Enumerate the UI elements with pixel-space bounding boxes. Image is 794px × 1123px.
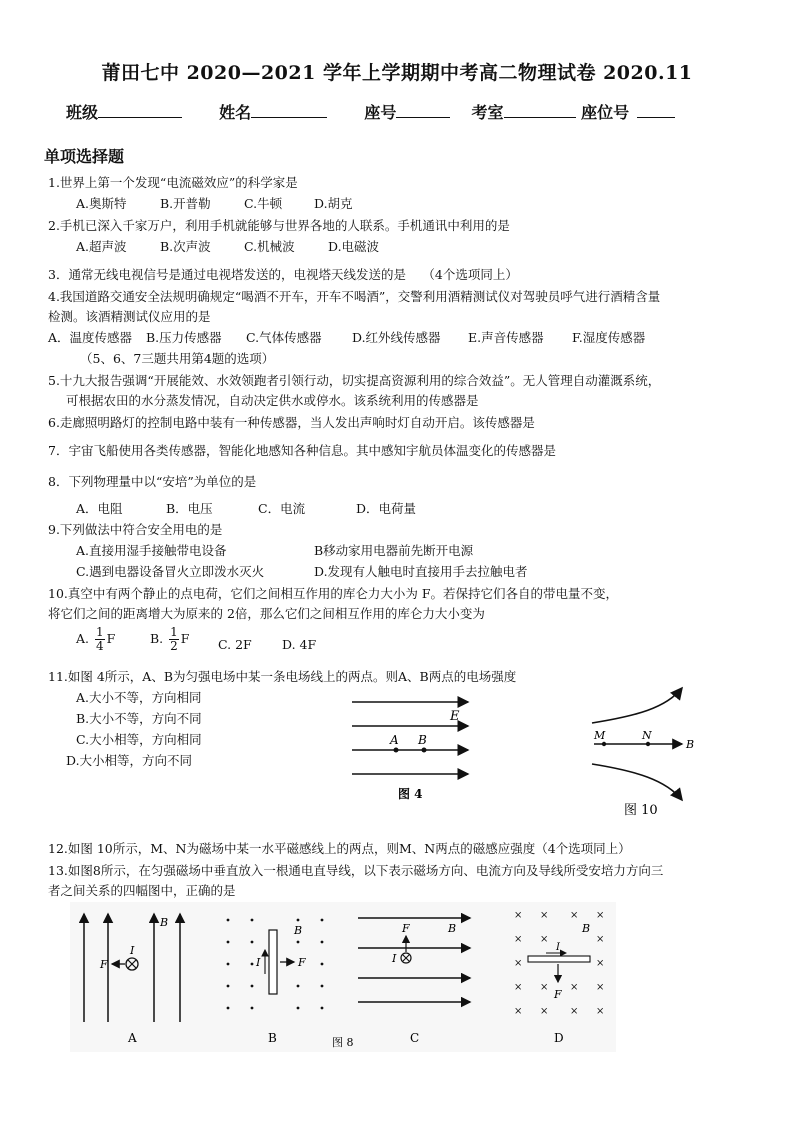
svg-text:×: × [540, 910, 549, 921]
q10-option-b[interactable] [150, 626, 189, 653]
class-label: 班级 [66, 103, 99, 122]
svg-text:×: × [596, 1006, 605, 1017]
svg-text:×: × [570, 910, 579, 921]
q1-stem: 1.世界上第一个发现“电流磁效应”的科学家是 [48, 175, 298, 190]
exam-title: 莆田七中 2020—2021 学年上学期期中考高二物理试卷 2020.11 [101, 62, 693, 84]
point-m [602, 742, 606, 746]
q11-option-a[interactable]: A.大小不等，方向相同 [76, 690, 202, 705]
figure-background [70, 902, 616, 1052]
svg-text:×: × [596, 934, 605, 945]
point-n [646, 742, 650, 746]
figure-10-caption: 图 10 [624, 803, 658, 818]
fraction-numerator: 1 [170, 625, 178, 639]
svg-text:×: × [596, 910, 605, 921]
seat-no-field[interactable] [396, 101, 450, 118]
q4-option-a[interactable]: A．温度传感器 [48, 330, 133, 345]
point-a [394, 748, 399, 753]
q2-option-c[interactable]: C.机械波 [244, 239, 295, 254]
svg-text:F: F [402, 922, 410, 935]
q4-note: （5、6、7三题共用第4题的选项） [80, 351, 275, 366]
q10-option-b-fraction [169, 626, 179, 653]
figure-8-caption: 图 8 [332, 1036, 354, 1049]
q7-stem: 7．宇宙飞船使用各类传感器，智能化地感知各种信息。其中感知宇航员体温变化的传感器是 [48, 443, 556, 458]
q11-option-c[interactable]: C.大小相等，方向相同 [76, 732, 202, 747]
svg-text:×: × [570, 982, 579, 993]
q1-option-c[interactable]: C.牛顿 [244, 196, 283, 211]
q10-stem-line2: 将它们之间的距离增大为原来的 2倍，那么它们之间相互作用的库仑力大小变为 [48, 606, 485, 621]
q2-option-b[interactable]: B.次声波 [160, 239, 211, 254]
svg-text:×: × [514, 1006, 523, 1017]
q2-option-a[interactable]: A.超声波 [76, 239, 127, 254]
q8-option-c[interactable]: C．电流 [258, 501, 306, 516]
svg-text:×: × [514, 958, 523, 969]
svg-text:C: C [410, 1031, 420, 1045]
svg-text:F: F [298, 956, 306, 969]
svg-text:×: × [514, 910, 523, 921]
q11-option-d[interactable]: D.大小相等，方向不同 [66, 753, 193, 768]
q4-option-b[interactable]: B.压力传感器 [146, 330, 222, 345]
class-field[interactable] [98, 101, 182, 118]
svg-text:×: × [570, 1006, 579, 1017]
q9-option-d[interactable]: D.发现有人触电时直接用手去拉触电者 [314, 564, 528, 579]
position-label: 座位号 [581, 103, 630, 122]
label-m: M [594, 729, 606, 742]
q9-stem: 9.下列做法中符合安全用电的是 [48, 522, 223, 537]
svg-text:A: A [128, 1031, 137, 1045]
q5-stem-line2: 可根据农田的水分蒸发情况，自动决定供水或停水。该系统利用的传感器是 [66, 393, 479, 408]
fraction-numerator: 1 [96, 625, 104, 639]
svg-text:I: I [130, 944, 135, 957]
q6-stem: 6.走廊照明路灯的控制电路中装有一种传感器，当人发出声响时灯自动开启。该传感器是 [48, 415, 535, 430]
q10-option-a-unit: F [106, 631, 116, 646]
label-n: N [642, 729, 652, 742]
svg-text:×: × [514, 982, 523, 993]
q8-stem: 8．下列物理量中以“安培”为单位的是 [48, 474, 257, 489]
q4-option-d[interactable]: D.红外线传感器 [352, 330, 441, 345]
svg-text:I: I [556, 942, 560, 953]
svg-text:B: B [268, 1031, 277, 1045]
q1-option-d[interactable]: D.胡克 [314, 196, 353, 211]
q4-stem-line2: 检测。该酒精测试仪应用的是 [48, 309, 211, 324]
q2-option-d[interactable]: D.电磁波 [328, 239, 380, 254]
q8-option-a[interactable]: A．电阻 [76, 501, 123, 516]
q8-option-d[interactable]: D．电荷量 [356, 501, 417, 516]
q2-stem: 2.手机已深入千家万户，利用手机就能够与世界各地的人联系。手机通讯中利用的是 [48, 218, 510, 233]
q10-option-b-unit: F [180, 631, 190, 646]
q11-stem: 11.如图 4所示，A、B为匀强电场中某一条电场线上的两点。则A、B两点的电场强度 [48, 669, 517, 684]
svg-text:×: × [540, 934, 549, 945]
q10-option-d[interactable]: D. 4F [282, 637, 317, 652]
label-b: B [686, 738, 695, 751]
q9-option-c[interactable]: C.遇到电器设备冒火立即泼水灭火 [76, 564, 265, 579]
q4-stem-line1: 4.我国道路交通安全法规明确规定“喝酒不开车，开车不喝酒”，交警利用酒精测试仪对驾驶员呼气进行酒精含量 [48, 289, 661, 304]
curved-field-line-bottom [592, 764, 682, 800]
q4-option-f[interactable]: F.湿度传感器 [572, 330, 646, 345]
position-field[interactable] [637, 101, 675, 118]
room-label: 考室 [471, 103, 504, 122]
q8-option-b[interactable]: B．电压 [166, 501, 213, 516]
svg-text:B: B [448, 922, 457, 935]
svg-text:I: I [392, 952, 397, 965]
q4-option-e[interactable]: E.声音传感器 [468, 330, 544, 345]
svg-text:I: I [256, 956, 261, 969]
conductor-rod [269, 930, 277, 994]
q13-stem-line1: 13.如图8所示，在匀强磁场中垂直放入一根通电直导线，以下表示磁场方向、电流方向及导线所受安培力方向三 [48, 863, 664, 878]
svg-text:×: × [596, 958, 605, 969]
q1-option-b[interactable]: B.开普勒 [160, 196, 211, 211]
seat-no-label: 座号 [364, 103, 397, 122]
svg-text:×: × [514, 934, 523, 945]
fraction-denominator: 4 [96, 639, 104, 653]
q3-stem: 3．通常无线电视信号是通过电视塔发送的，电视塔天线发送的是 （4个选项同上） [48, 267, 518, 282]
q10-option-b-letter: B. [150, 631, 164, 646]
q10-option-c[interactable]: C. 2F [218, 637, 252, 652]
svg-text:F: F [554, 988, 562, 1001]
figure-4 [340, 690, 480, 810]
q4-option-c[interactable]: C.气体传感器 [246, 330, 322, 345]
conductor-rod [528, 956, 590, 962]
section-title: 单项选择题 [44, 147, 125, 166]
q10-stem-line1: 10.真空中有两个静止的点电荷，它们之间相互作用的库仑力大小为 F。若保持它们各自的带电量不变， [48, 586, 619, 601]
figure-10 [586, 678, 696, 818]
q9-option-b[interactable]: B移动家用电器前先断开电源 [314, 543, 474, 558]
fraction-denominator: 2 [170, 639, 178, 653]
label-a: A [390, 733, 399, 747]
label-e: E [450, 709, 460, 724]
figure-4-caption: 图 4 [398, 787, 423, 801]
q10-option-a-fraction [95, 626, 105, 653]
q10-option-a[interactable] [76, 626, 115, 653]
curved-field-line-top [592, 688, 682, 723]
svg-text:B: B [294, 924, 303, 937]
student-info-line [66, 100, 675, 123]
q1-option-a[interactable]: A.奥斯特 [76, 196, 127, 211]
svg-text:B: B [582, 922, 591, 935]
q12-stem: 12.如图 10所示，M、N为磁场中某一水平磁感线上的两点，则M、N两点的磁感应强度（4个选项同上） [48, 841, 631, 856]
svg-text:×: × [596, 982, 605, 993]
name-field[interactable] [251, 101, 327, 118]
svg-text:D: D [554, 1031, 564, 1045]
room-field[interactable] [504, 101, 576, 118]
q9-option-a[interactable]: A.直接用湿手接触带电设备 [76, 543, 227, 558]
label-b: B [418, 733, 427, 747]
name-label: 姓名 [219, 103, 252, 122]
q13-stem-line2: 者之间关系的四幅图中，正确的是 [48, 883, 236, 898]
figure-8 [70, 902, 616, 1052]
point-b [422, 748, 427, 753]
q10-option-a-letter: A. [76, 631, 90, 646]
q11-option-b[interactable]: B.大小不等，方向不同 [76, 711, 202, 726]
svg-text:B: B [160, 916, 169, 929]
svg-text:×: × [540, 982, 549, 993]
q5-stem-line1: 5.十九大报告强调“开展能效、水效领跑者引领行动，切实提高资源利用的综合效益”。无人管理自动灌溉系统， [48, 373, 661, 388]
svg-text:×: × [540, 1006, 549, 1017]
svg-text:F: F [100, 958, 108, 971]
